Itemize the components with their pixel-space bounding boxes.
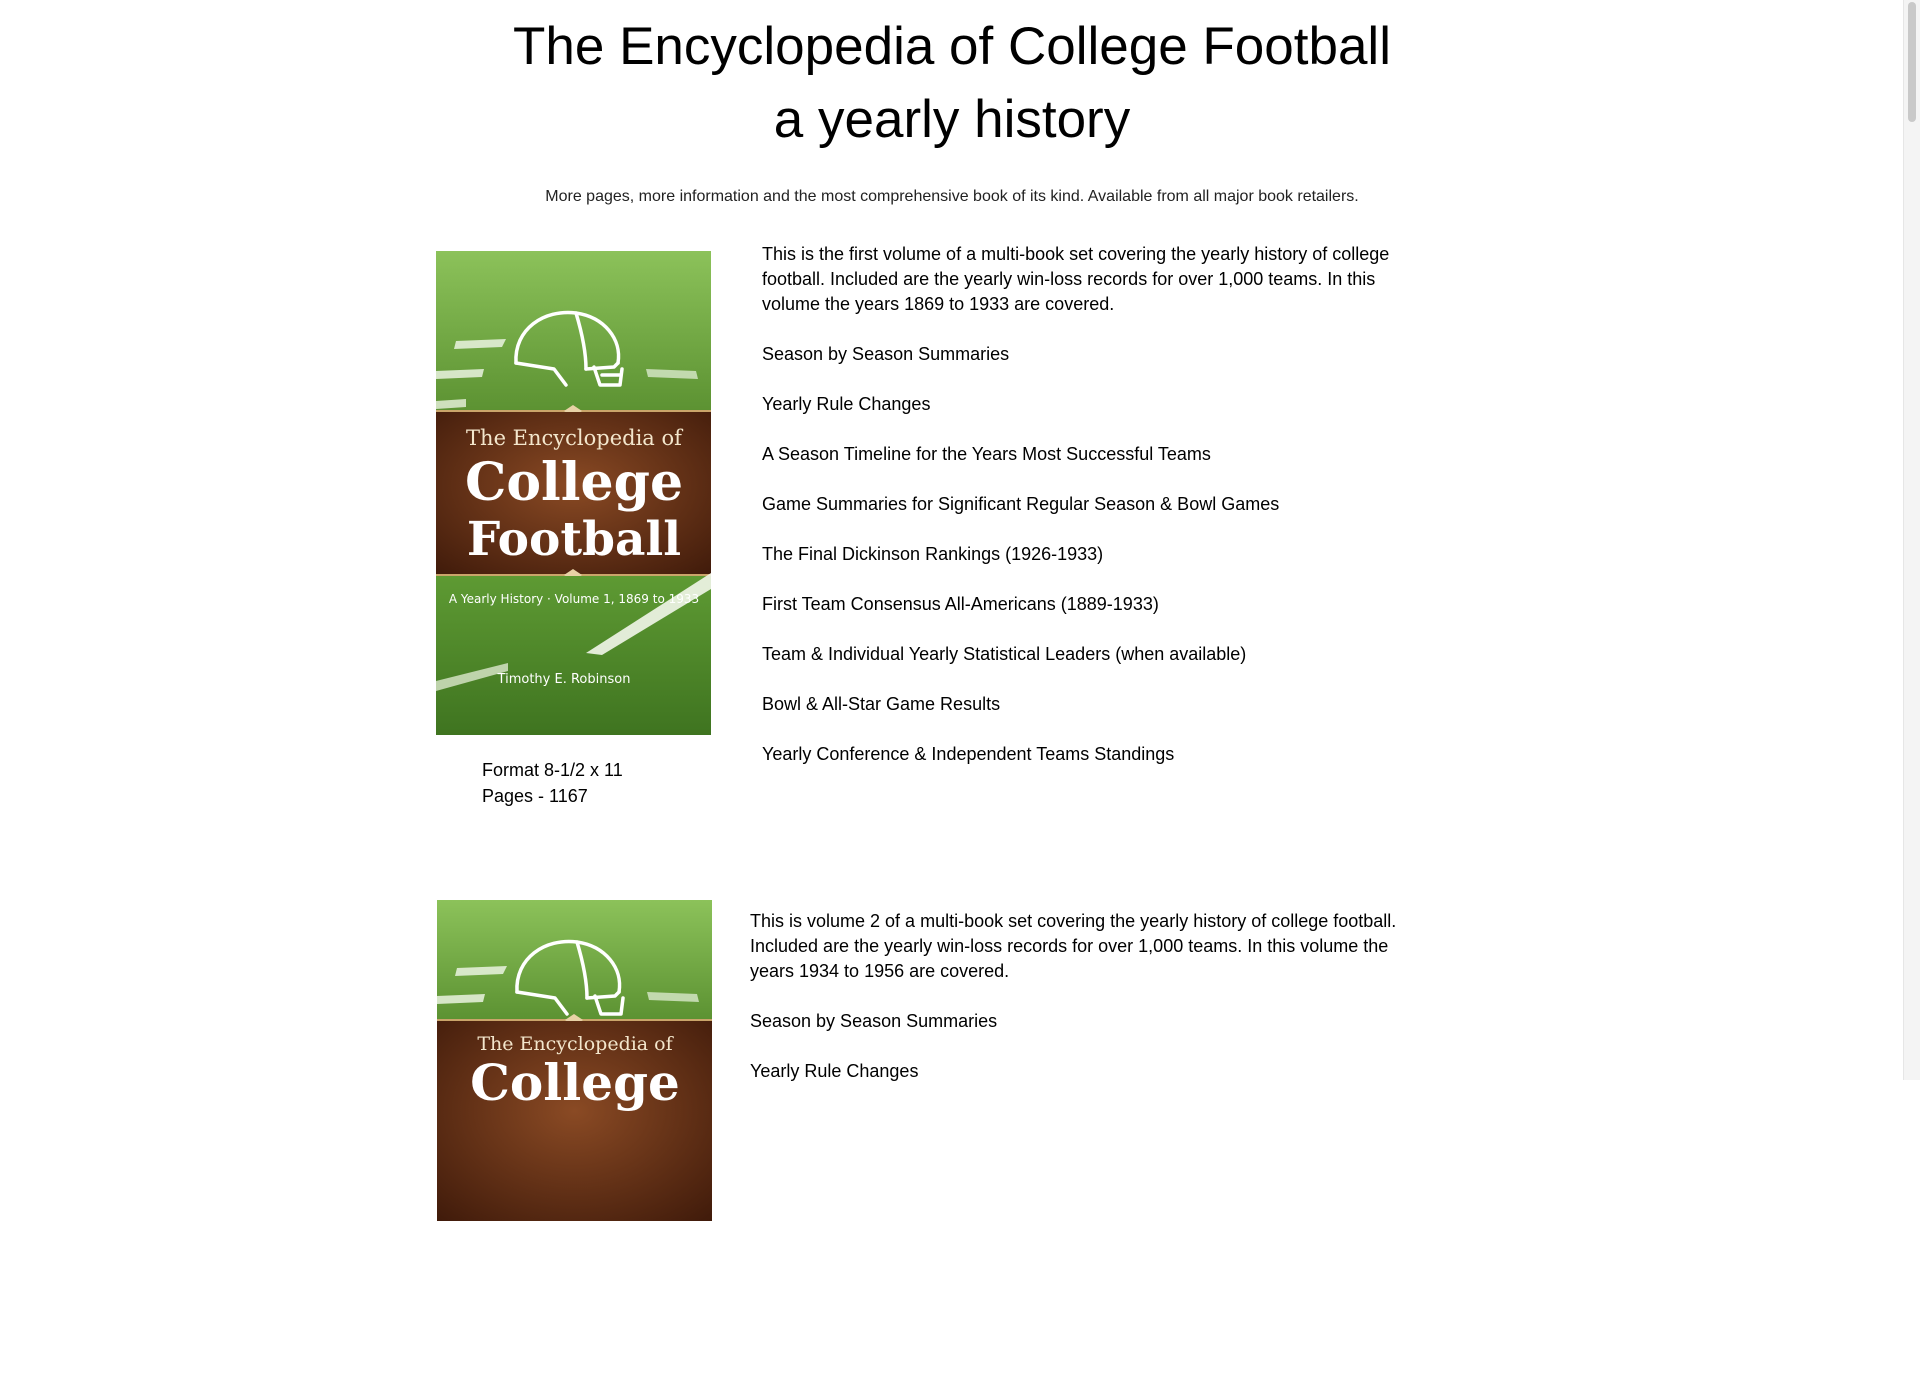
cover-title-line-2: Football: [466, 512, 682, 567]
feature-item: First Team Consensus All-Americans (1889-1933): [762, 594, 1159, 614]
book-cover-art: [437, 900, 712, 1384]
feature-item: Season by Season Summaries: [762, 344, 1010, 364]
cover-title-line-1: College: [464, 452, 684, 513]
volume-1-description: [762, 242, 1402, 792]
feature-item: Season by Season Summaries: [750, 1011, 998, 1031]
tagline: More pages, more information and the most comprehensive book of its kind. Available from all major book retailers.: [545, 188, 1359, 205]
vertical-scrollbar[interactable]: [1903, 0, 1920, 1080]
volume-2-cover-image[interactable]: [437, 900, 712, 1384]
volume-1-intro: This is the first volume of a multi-book set covering the yearly history of college football. Included are the yearly win-loss records for over 1,000 teams. In this volume the years 1869 to 1933 are covered.: [762, 244, 1390, 314]
title-line-1: The Encyclopedia of College Football: [513, 17, 1391, 76]
format-spec: Format 8-1/2 x 11: [482, 760, 623, 780]
cover-title-line-1: College: [470, 1053, 680, 1112]
feature-item: A Season Timeline for the Years Most Successful Teams: [762, 444, 1211, 464]
page-title: [0, 10, 1904, 156]
scrollbar-thumb[interactable]: [1908, 2, 1916, 122]
cover-title-small: The Encyclopedia of: [477, 1033, 673, 1055]
feature-item: Game Summaries for Significant Regular Season & Bowl Games: [762, 494, 1280, 514]
volume-2-intro: This is volume 2 of a multi-book set covering the yearly history of college football. Included are the yearly win-loss records for over 1,000 teams. In this volume the years 1934 to 1956 are covered.: [750, 911, 1397, 981]
book-cover-art: [436, 251, 711, 735]
title-line-2: a yearly history: [773, 90, 1131, 149]
feature-item: Team & Individual Yearly Statistical Leaders (when available): [762, 644, 1247, 664]
cover-title-small: The Encyclopedia of: [466, 426, 682, 450]
cover-author: Timothy E. Robinson: [497, 672, 631, 687]
feature-item: Bowl & All-Star Game Results: [762, 694, 1001, 714]
volume-2-description: [750, 909, 1410, 1109]
pages-spec: Pages - 1167: [482, 786, 588, 806]
feature-item: Yearly Rule Changes: [762, 394, 931, 414]
volume-1-specs: [482, 757, 623, 809]
feature-item: Yearly Conference & Independent Teams Standings: [762, 744, 1175, 764]
volume-1-cover-image[interactable]: [436, 251, 711, 735]
cover-subtitle: A Yearly History · Volume 1, 1869 to 1933: [448, 592, 700, 606]
feature-item: The Final Dickinson Rankings (1926-1933): [762, 544, 1104, 564]
feature-item: Yearly Rule Changes: [750, 1061, 919, 1081]
